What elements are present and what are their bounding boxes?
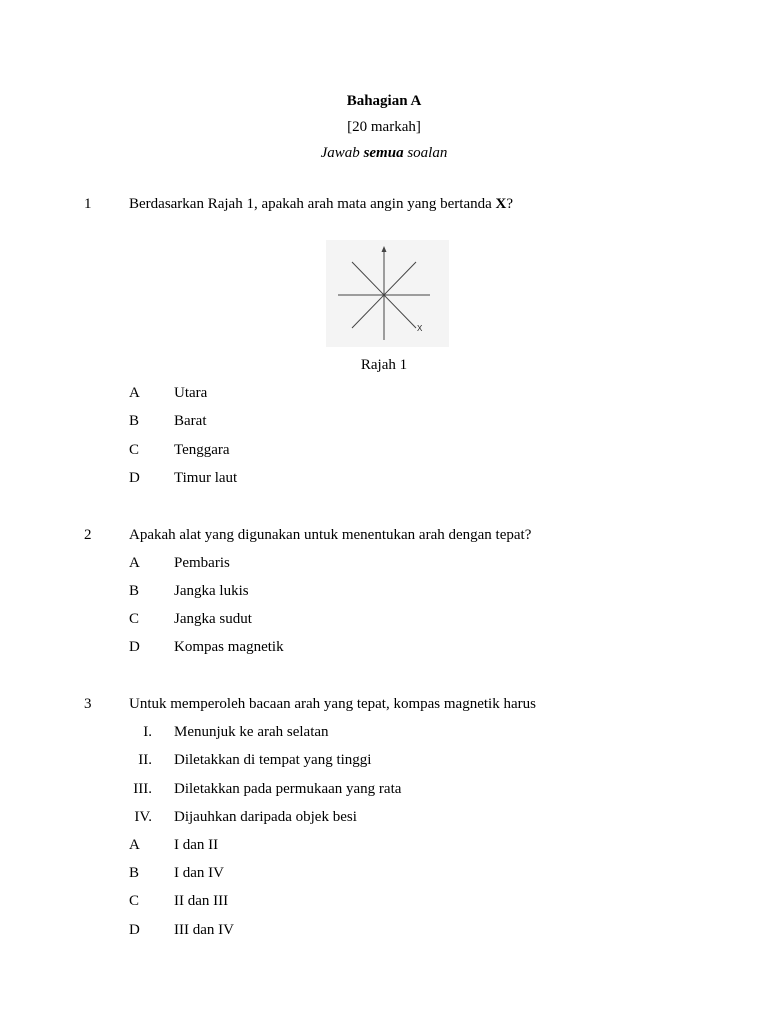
- question-text: Apakah alat yang digunakan untuk menentukan arah dengan tepat?: [129, 527, 532, 543]
- statement-text: Dijauhkan daripada objek besi: [174, 809, 357, 825]
- option-text: Timur laut: [174, 470, 238, 486]
- option-letter: D: [129, 470, 140, 486]
- option-letter: A: [129, 385, 140, 401]
- option-text: I dan IV: [174, 865, 224, 881]
- north-arrow-icon: [382, 246, 387, 252]
- option-text: Utara: [174, 385, 208, 401]
- statement-text: Menunjuk ke arah selatan: [174, 724, 329, 740]
- option-text: I dan II: [174, 837, 219, 853]
- option-letter: C: [129, 442, 140, 458]
- statement-text: Diletakkan di tempat yang tinggi: [174, 752, 372, 768]
- option-text: II dan III: [174, 893, 229, 909]
- instruction-post: soalan: [403, 145, 448, 161]
- compass-diagram: [326, 240, 449, 347]
- statement-numeral: III.: [133, 781, 152, 797]
- option-letter: B: [129, 583, 140, 599]
- statement-numeral: IV.: [134, 809, 152, 825]
- section-marks: [20 markah]: [347, 119, 421, 135]
- option-text: III dan IV: [174, 922, 234, 938]
- question-text-pre: Berdasarkan Rajah 1, apakah arah mata angin yang bertanda: [129, 196, 496, 212]
- option-letter: A: [129, 555, 140, 571]
- question-text-bold: X: [495, 196, 507, 212]
- option-text: Jangka sudut: [174, 611, 252, 627]
- compass-lines: [326, 240, 449, 347]
- statement-numeral: I.: [143, 724, 152, 740]
- section-title: Bahagian A: [346, 93, 422, 109]
- option-text: Tenggara: [174, 442, 230, 458]
- statement-text: Diletakkan pada permukaan yang rata: [174, 781, 402, 797]
- option-letter: B: [129, 413, 140, 429]
- instruction-bold: semua: [363, 145, 404, 161]
- option-letter: C: [129, 611, 140, 627]
- figure-marker-x: X: [417, 324, 423, 333]
- option-letter: B: [129, 865, 140, 881]
- option-letter: D: [129, 639, 140, 655]
- question-number: 2: [84, 527, 92, 543]
- question-number: 1: [84, 196, 92, 212]
- question-text: [129, 195, 513, 213]
- option-letter: D: [129, 922, 140, 938]
- section-instruction: [0, 144, 768, 162]
- option-text: Barat: [174, 413, 207, 429]
- question-text-post: ?: [506, 196, 514, 212]
- question-number: 3: [84, 696, 92, 712]
- option-letter: A: [129, 837, 140, 853]
- statement-numeral: II.: [138, 752, 152, 768]
- figure-caption: Rajah 1: [360, 357, 408, 373]
- instruction-pre: Jawab: [320, 145, 364, 161]
- option-text: Kompas magnetik: [174, 639, 284, 655]
- question-text: Untuk memperoleh bacaan arah yang tepat, kompas magnetik harus: [129, 696, 536, 712]
- option-text: Pembaris: [174, 555, 230, 571]
- option-text: Jangka lukis: [174, 583, 249, 599]
- option-letter: C: [129, 893, 140, 909]
